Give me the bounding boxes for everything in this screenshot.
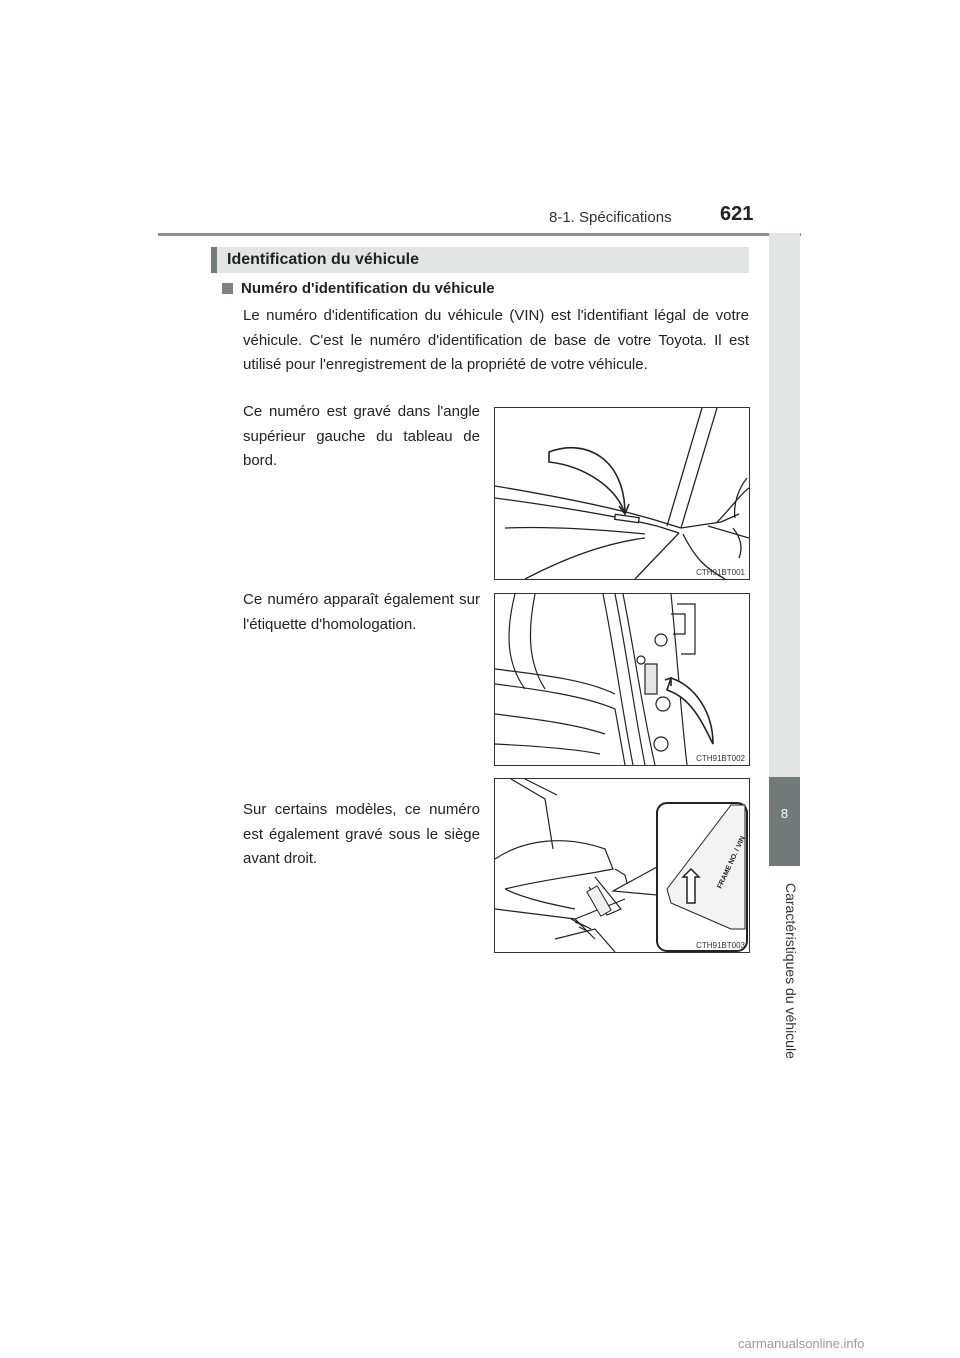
chapter-number: 8 [780, 806, 789, 821]
figure-under-seat-vin [494, 778, 750, 953]
watermark: carmanualsonline.info [738, 1336, 865, 1351]
caption-under-seat: Sur certains modèles, ce numéro est également gravé sous le siège avant droit. [243, 801, 480, 867]
intro-paragraph: Le numéro d'identification du véhicule (VIN) est l'identifiant légal de votre véhicule. C'est le numéro d'identification de base de votre Toyota. Il est utilisé pour l'enregistrement de la propriété de votre véhicule. [243, 307, 749, 373]
chapter-number-box [769, 777, 800, 866]
vin-plate-text: FRAME NO. / VIN [716, 835, 747, 890]
running-header-section: 8-1. Spécifications [549, 209, 672, 226]
caption-certification-label: Ce numéro apparaît également sur l'étiquette d'homologation. [243, 591, 480, 633]
caption-dashboard: Ce numéro est gravé dans l'angle supérieur gauche du tableau de bord. [243, 403, 480, 469]
header-rule [158, 233, 801, 236]
figure-certification-label [494, 593, 750, 766]
subsection-heading [222, 280, 495, 297]
subsection-title: Numéro d'identification du véhicule [241, 280, 495, 297]
figure-code: CTH91BT001 [696, 568, 745, 577]
section-title: Identification du véhicule [211, 247, 749, 273]
figure-code: CTH91BT002 [696, 754, 745, 763]
figure-dashboard-vin [494, 407, 750, 580]
chapter-side-tab [769, 233, 800, 1093]
dashboard-illustration [495, 408, 749, 579]
square-bullet-icon [222, 283, 233, 294]
figure-code: CTH91BT003 [696, 941, 745, 950]
door-pillar-illustration [495, 594, 749, 765]
seat-illustration [495, 779, 749, 952]
chapter-title: Caractéristiques du véhicule [783, 883, 799, 1059]
page-number: 621 [720, 203, 754, 225]
side-tab-background [769, 233, 800, 866]
